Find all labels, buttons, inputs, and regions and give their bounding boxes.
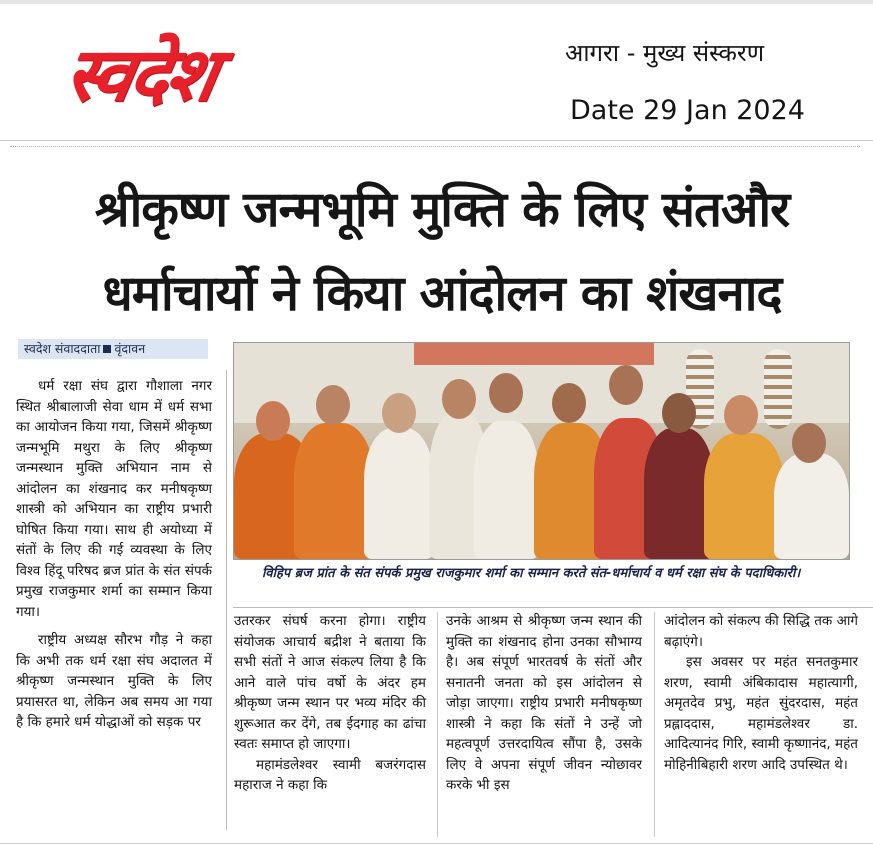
caption-divider [233, 607, 873, 608]
dateline-place: वृंदावन [114, 341, 146, 356]
edition-label: आगरा - मुख्य संस्करण [565, 39, 765, 67]
photo-garland [764, 349, 792, 429]
photo-person-head [489, 373, 523, 413]
photo-caption: विहिप ब्रज प्रांत के संत संपर्क प्रमुख राजकुमार शर्मा का सम्मान करते संत-धर्माचार्य व धर्म रक्षा संघ के पदाधिकारी। [262, 566, 801, 581]
newspaper-logo: स्वदेश [58, 32, 222, 118]
photo-person-head [724, 395, 758, 435]
article-column-1 [16, 376, 212, 741]
photo-person-head [792, 423, 826, 463]
header-divider [0, 140, 873, 141]
paragraph: धर्म रक्षा संघ द्वारा गौशाला नगर स्थित श्रीबालाजी सेवा धाम में धर्म सभा का आयोजन किया गया, जिसमें श्रीकृष्ण जन्मभूमि मथुरा के लिए श्रीकृष्ण जन्मस्थान मुक्ति अभियान नाम से आंदोलन का शंखनाद कर मनीषकृष्ण शास्त्री को अभियान का राष्ट्रीय प्रभारी घोषित किया गया। साथ ही अयोध्या में संतों के लिए की गई व्यवस्था के लिए विश्व हिंदू परिषद ब्रज प्रांत के संत संपर्क प्रमुख राजकुमार शर्मा का सम्मान किया गया। [16, 378, 212, 620]
photo-person-head [662, 393, 696, 433]
photo-person-head [316, 385, 350, 425]
article-column-3 [446, 611, 642, 796]
square-bullet-icon [103, 345, 111, 353]
photo-person [704, 433, 784, 559]
edition-date: Date 29 Jan 2024 [570, 95, 805, 126]
photo-person-head [382, 393, 416, 433]
headline-line-2: धर्माचार्यो ने किया आंदोलन का शंखनाद [102, 265, 782, 322]
article-headline [22, 168, 862, 336]
paragraph: इस अवसर पर महंत सनतकुमार शरण, स्वामी अंबिकादास महात्यागी, अमृतदेव प्रभु, महंत सुंदरदास, महंत प्रह्लाददास, महामंडलेश्वर डा. आदित्यानंद गिरि, स्वामी कृष्णानंद, महंत मोहिनीबिहारी शरण आदि उपस्थित थे। [664, 654, 858, 773]
article-photo [233, 342, 850, 560]
photo-person-head [552, 383, 586, 423]
clipping-edge [10, 146, 860, 153]
dateline-source: स्वदेश संवाददाता [24, 341, 101, 356]
column-divider [437, 612, 438, 837]
photo-person [774, 453, 849, 559]
photo-person [294, 423, 374, 559]
photo-person [474, 421, 539, 559]
column-divider [654, 612, 655, 837]
photo-person [364, 428, 434, 559]
photo-person-head [442, 379, 476, 419]
paragraph: उतरकर संघर्ष करना होगा। राष्ट्रीय संयोजक आचार्य बद्रीश ने बताया कि सभी संतों ने आज संकल्प लिया है कि आने वाले पांच वर्षो के अंदर हम श्रीकृष्ण जन्म स्थान पर भव्य मंदिर की शुरूआत कर देंगे, तब ईदगाह का ढांचा स्वतः समाप्त हो जाएगा। [234, 613, 426, 752]
dateline [18, 339, 208, 359]
bottom-divider [0, 843, 873, 844]
article-column-4 [664, 611, 858, 775]
top-strip [0, 0, 873, 4]
headline-line-1: श्रीकृष्ण जन्मभूमि मुक्ति के लिए संतऔर [94, 181, 790, 238]
photo-banner [414, 343, 654, 365]
paragraph: महामंडलेश्वर स्वामी बजरंगदास महाराज ने कहा कि [234, 756, 426, 793]
column-divider [226, 370, 227, 830]
paragraph: राष्ट्रीय अध्यक्ष सौरभ गौड़ ने कहा कि अभी तक धर्म रक्षा संघ अदालत में श्रीकृष्ण जन्मस्थान मुक्ति के लिए प्रयासरत था, लेकिन अब समय आ गया है कि हमारे धर्म योद्धाओं को सड़क पर [16, 632, 212, 730]
article-column-2 [234, 611, 426, 796]
photo-person-head [256, 401, 290, 441]
paragraph: उनके आश्रम से श्रीकृष्ण जन्म स्थान की मुक्ति का शंखनाद होना उनका सौभाग्य है। अब संपूर्ण भारतवर्ष के संतों और सनातनी जनता को इस आंदोलन से जोड़ा जाएगा। राष्ट्रीय प्रभारी मनीषकृष्ण शास्त्री ने कहा कि संतों ने उन्हें जो महत्वपूर्ण उत्तरदायित्व सौंपा है, उसके लिए वे अपना संपूर्ण जीवन न्योछावर करके भी इस [446, 613, 642, 793]
photo-person-head [609, 365, 643, 405]
paragraph: आंदोलन को संकल्प की सिद्धि तक आगे बढ़ाएंगे। [664, 613, 858, 650]
